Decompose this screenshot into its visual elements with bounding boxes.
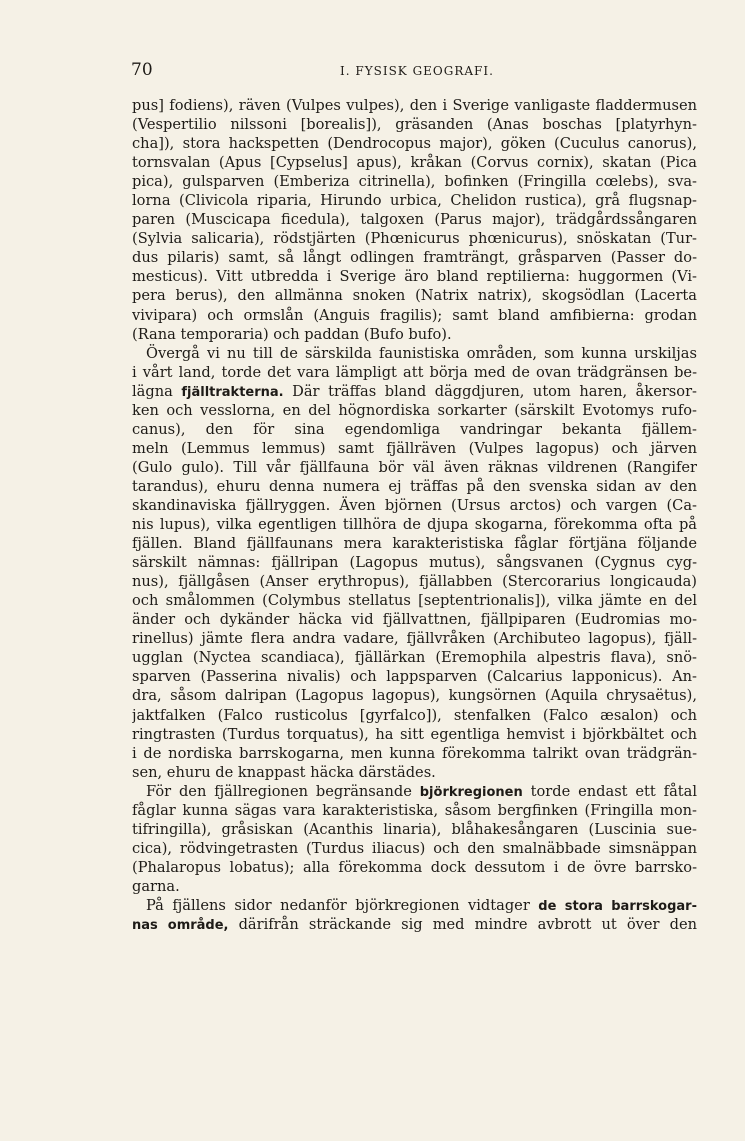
text-line: tarandus), ehuru denna numera ej träffas på den svenska sidan av den	[132, 477, 697, 495]
text-line: sen, ehuru de knappast häcka därstädes.	[132, 763, 436, 781]
text-line: dra, såsom dalripan (Lagopus lagopus), kungsörnen (Aquila chrysaëtus),	[132, 687, 697, 705]
page-number: 70	[131, 60, 153, 80]
text-line: (Phalaropus lobatus); alla förekomma dock dessutom i de övre barrsko-	[132, 858, 697, 876]
text-line: lorna (Clivicola riparia, Hirundo urbica, Chelidon rustica), grå flugsnap-	[132, 192, 697, 210]
text-line: pica), gulsparven (Emberiza citrinella), bofinken (Fringilla cœlebs), sva-	[132, 173, 697, 191]
text-line: i vårt land, torde det vara lämpligt att börja med de ovan trädgränsen be-	[132, 363, 697, 381]
text-line: paren (Muscicapa ficedula), talgoxen (Parus major), trädgårdssångaren	[132, 211, 697, 229]
text-line: nus), fjällgåsen (Anser erythropus), fjällabben (Stercorarius longicauda)	[132, 573, 697, 591]
text-line: tornsvalan (Apus [Cypselus] apus), kråkan (Corvus cornix), skatan (Pica	[132, 154, 697, 172]
text-run: lägna	[132, 382, 182, 400]
text-line: särskilt nämnas: fjällripan (Lagopus mutus), sångsvanen (Cygnus cyg-	[132, 554, 697, 572]
text-line: cha]), stora hackspetten (Dendrocopus major), göken (Cuculus canorus),	[132, 135, 697, 153]
text-line: ringtrasten (Turdus torquatus), ha sitt egentliga hemvist i björkbältet och	[132, 725, 697, 743]
text-line: tifringilla), gråsiskan (Acanthis linaria), blåhakesångaren (Luscinia sue-	[132, 820, 697, 838]
text-line: rinellus) jämte flera andra vadare, fjällvråken (Archibuteo lagopus), fjäll-	[132, 630, 697, 648]
running-head: I. FYSISK GEOGRAFI.	[340, 64, 494, 78]
text-line: (Sylvia salicaria), rödstjärten (Phœnicurus phœnicurus), snöskatan (Tur-	[132, 230, 697, 248]
text-line: skandinaviska fjällryggen. Även björnen (Ursus arctos) och vargen (Ca-	[132, 496, 697, 514]
text-line: dus pilaris) samt, så långt odlingen framträngt, gråsparven (Passer do-	[132, 249, 697, 267]
bold-term: björkregionen	[419, 784, 523, 800]
bold-term: nas område,	[132, 918, 229, 934]
text-line: (Gulo gulo). Till vår fjällfauna bör väl även räknas vildrenen (Rangifer	[132, 458, 697, 476]
text-line: fåglar kunna sägas vara karakteristiska, såsom bergfinken (Fringilla mon-	[132, 801, 697, 819]
text-run: Där träffas bland däggdjuren, utom haren, åkersor-	[283, 382, 697, 400]
text-line: pus] fodiens), räven (Vulpes vulpes), den i Sverige vanligaste fladdermusen	[132, 97, 697, 114]
text-line: jaktfalken (Falco rusticolus [gyrfalco]), stenfalken (Falco æsalon) och	[132, 706, 697, 724]
text-line: fjällen. Bland fjällfaunans mera karakteristiska fåglar förtjäna följande	[132, 535, 697, 553]
text-run: torde endast ett fåtal	[522, 782, 697, 800]
text-line: meln (Lemmus lemmus) samt fjällräven (Vulpes lagopus) och järven	[132, 439, 697, 457]
body-text	[132, 96, 697, 934]
text-line: sparven (Passerina nivalis) och lappsparven (Calcarius lapponicus). An-	[132, 668, 697, 686]
text-line: mesticus). Vitt utbredda i Sverige äro bland reptilierna: huggormen (Vi-	[132, 268, 697, 286]
text-line: (Vespertilio nilssoni [borealis]), gräsanden (Anas boschas [platyrhyn-	[132, 116, 697, 134]
text-run: För den fjällregionen begränsande	[146, 782, 420, 800]
text-line: änder och dykänder häcka vid fjällvattnen, fjällpiparen (Eudromias mo-	[132, 611, 697, 629]
text-line: cica), rödvingetrasten (Turdus iliacus) och den smalnäbbade simsnäppan	[132, 839, 697, 857]
bold-term: de stora barrskogar-	[538, 898, 697, 914]
text-line	[132, 382, 697, 401]
text-line: ugglan (Nyctea scandiaca), fjällärkan (Eremophila alpestris flava), snö-	[132, 649, 697, 667]
text-line: garna.	[132, 877, 180, 895]
text-line	[132, 915, 697, 934]
text-line: ken och vesslorna, en del högnordiska sorkarter (särskilt Evotomys rufo-	[132, 401, 697, 419]
bold-term: fjälltrakterna.	[181, 384, 284, 400]
text-line: Övergå vi nu till de särskilda faunistiska områden, som kunna urskiljas	[146, 344, 697, 362]
text-line: och smålommen (Colymbus stellatus [septentrionalis]), vilka jämte en del	[132, 592, 697, 610]
text-line: (Rana temporaria) och paddan (Bufo bufo).	[132, 325, 452, 343]
text-line	[132, 896, 697, 915]
text-run: därifrån sträckande sig med mindre avbrott ut över den	[228, 916, 697, 934]
text-line: pera berus), den allmänna snoken (Natrix natrix), skogsödlan (Lacerta	[132, 287, 697, 305]
text-line: i de nordiska barrskogarna, men kunna förekomma talrikt ovan trädgrän-	[132, 744, 697, 762]
text-run: På fjällens sidor nedanför björkregionen vidtager	[146, 896, 539, 914]
text-line: nis lupus), vilka egentligen tillhöra de djupa skogarna, förekomma ofta på	[132, 516, 697, 534]
text-line	[132, 782, 697, 801]
text-line: vivipara) och ormslån (Anguis fragilis); samt bland amfibierna: grodan	[132, 306, 697, 324]
text-line: canus), den för sina egendomliga vandringar bekanta fjällem-	[132, 420, 697, 438]
